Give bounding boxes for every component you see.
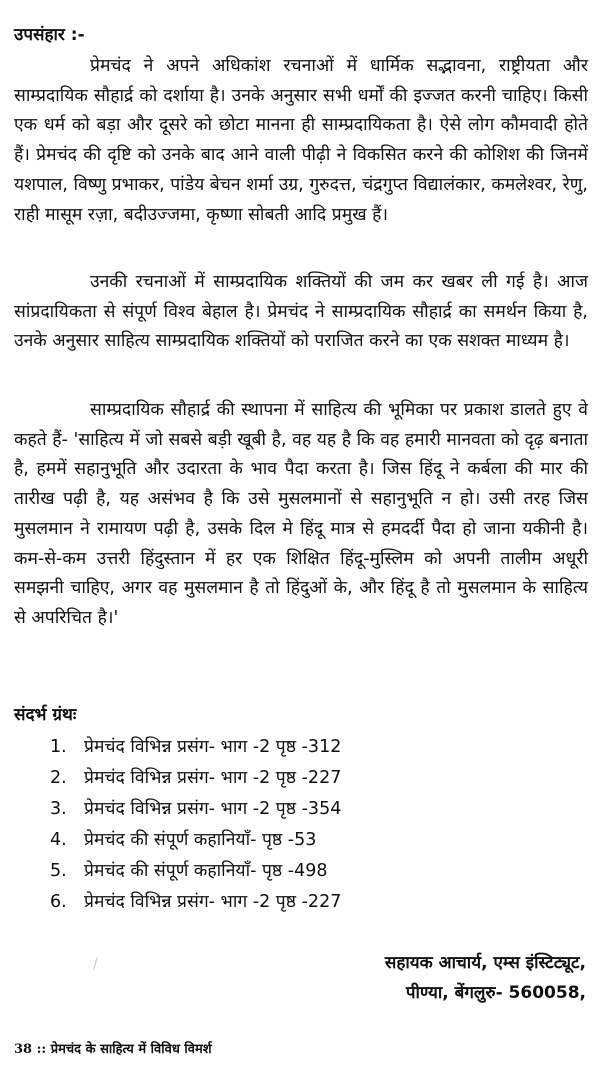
reference-number: 2. bbox=[50, 768, 67, 788]
reference-item bbox=[50, 763, 341, 794]
reference-number: 5. bbox=[50, 861, 67, 881]
references-list bbox=[50, 732, 341, 918]
body-paragraph: साम्प्रदायिक सौहार्द्र की स्थापना में साहित्य की भूमिका पर प्रकाश डालते हुए वे कहते हैं- 'साहित्य में जो सबसे बड़ी खूबी है, वह यह है कि वह हमारी मानवता को दृढ़ बनाता है, हममें सहानुभूति और उदारता के भाव पैदा करता है। जिस हिंदू ने कर्बला की मार की तारीख पढ़ी है, यह असंभव है कि उसे मुसलमानों से सहानुभूति न हो। उसी तरह जिस मुसलमान ने रामायण पढ़ी है, उसके दिल मे हिंदू मात्र से हमदर्दी पैदा हो जाना यकीनी है। कम-से-कम उत्तरी हिंदुस्तान में हर एक शिक्षित हिंदू-मुस्लिम को अपनी तालीम अधूरी समझनी चाहिए, अगर वह मुसलमान है तो हिंदुओं के, और हिंदू है तो मुसलमान के साहित्य से अपरिचित है।' bbox=[14, 400, 588, 628]
reference-text: प्रेमचंद विभिन्न प्रसंग- भाग -2 पृष्ठ -312 bbox=[84, 737, 342, 757]
reference-number: 3. bbox=[50, 799, 67, 819]
signature-line-designation: सहायक आचार्य, एम्स इंस्टिट्यूट, bbox=[384, 953, 586, 973]
body-paragraph: उनकी रचनाओं में साम्प्रदायिक शक्तियों की जम कर खबर ली गई है। आज सांप्रदायिकता से संपूर्ण विश्व बेहाल है। प्रेमचंद ने साम्प्रदायिक सौहार्द्र का समर्थन किया है, उनके अनुसार साहित्य साम्प्रदायिक शक्तियों को पराजित करने का एक सशक्त माध्यम है। bbox=[14, 272, 588, 352]
reference-text: प्रेमचंद की संपूर्ण कहानियाँ- पृष्ठ -53 bbox=[84, 830, 317, 850]
reference-number: 6. bbox=[50, 892, 67, 912]
references-heading: संदर्भ ग्रंथः bbox=[14, 705, 77, 725]
reference-text: प्रेमचंद की संपूर्ण कहानियाँ- पृष्ठ -498 bbox=[84, 861, 328, 881]
reference-item bbox=[50, 887, 341, 918]
reference-text: प्रेमचंद विभिन्न प्रसंग- भाग -2 पृष्ठ -227 bbox=[84, 892, 342, 912]
reference-item bbox=[50, 856, 341, 887]
section-heading: उपसंहार :- bbox=[14, 25, 85, 45]
reference-item bbox=[50, 732, 341, 763]
scan-mark: / bbox=[93, 956, 98, 972]
reference-text: प्रेमचंद विभिन्न प्रसंग- भाग -2 पृष्ठ -354 bbox=[84, 799, 342, 819]
page-footer: 38 :: प्रेमचंद के साहित्य में विविध विमर्श bbox=[14, 1042, 212, 1057]
reference-text: प्रेमचंद विभिन्न प्रसंग- भाग -2 पृष्ठ -227 bbox=[84, 768, 342, 788]
reference-item bbox=[50, 794, 341, 825]
body-paragraph: प्रेमचंद ने अपने अधिकांश रचनाओं में धार्मिक सद्भावना, राष्ट्रीयता और साम्प्रदायिक सौहार्द्र को दर्शाया है। उनके अनुसार सभी धर्मों की इज्जत करनी चाहिए। किसी एक धर्म को बड़ा और दूसरे को छोटा मानना ही साम्प्रदायिकता है। ऐसे लोग कौमवादी होते हैं। प्रेमचंद की दृष्टि को उनके बाद आने वाली पीढ़ी ने विकसित करने की कोशिश की जिनमें यशपाल, विष्णु प्रभाकर, पांडेय बेचन शर्मा उग्र, गुरुदत्त, चंद्रगुप्त विद्यालंकार, कमलेश्वर, रेणु, राही मासूम रज़ा, बदीउज्जमा, कृष्णा सोबती आदि प्रमुख हैं। bbox=[14, 56, 588, 225]
reference-number: 1. bbox=[50, 737, 67, 757]
reference-number: 4. bbox=[50, 830, 67, 850]
reference-item bbox=[50, 825, 341, 856]
author-signature bbox=[385, 948, 586, 1008]
signature-line-address: पीण्या, बेंगलुरु- 560058, bbox=[405, 983, 586, 1003]
